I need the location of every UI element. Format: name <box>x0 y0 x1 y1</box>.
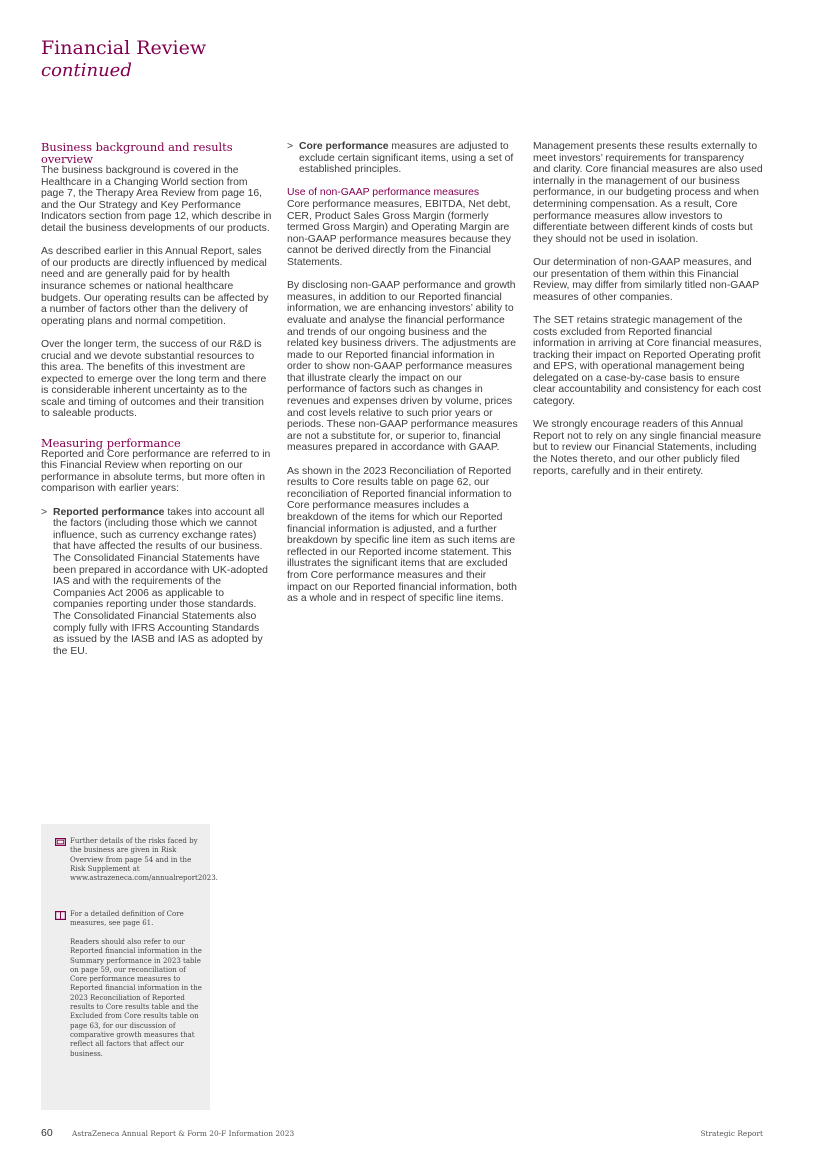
note-readers <box>57 938 203 1059</box>
publication-name: AstraZeneca Annual Report & Form 20-F Information 2023 <box>72 1129 295 1138</box>
bullet-text: takes into account all the factors (including those which we cannot influence, such as currency exchange rates) that have affected the results of our business. The Consolidated Financial Statements have been prepared in accordance with UK-adopted IAS and with the requirements of the Companies Act 2006 as applicable to companies reporting under those standards. The Consolidated Financial Statements also comply fully with IFRS Accounting Standards as issued by the IASB and IAS as adopted by the EU. <box>53 506 268 657</box>
note-core-definition <box>57 910 203 929</box>
paragraph: We strongly encourage readers of this Annual Report not to rely on any single financial measure but to review our Financial Statements, including the Notes thereto, and our other publicly filed reports, carefully and in their entirety. <box>533 419 762 477</box>
note-text: Readers should also refer to our Reported financial information in the Summary performance in 2023 table on page 59, our reconciliation of Core performance measures to Reported financial information in the 2023 Reconciliation of Reported results to Core results table and the Excluded from Core results table on page 63, for our discussion of comparative growth measures that reflect all factors that affect our business. <box>70 938 202 1058</box>
paragraph: As described earlier in this Annual Report, sales of our products are directly influenced by medical need and are generally paid for by health insurance schemes or national healthcare budgets. Our operating results can be affected by a number of factors other than the delivery of operating plans and normal competition. <box>41 246 269 327</box>
paragraph: By disclosing non-GAAP performance and growth measures, in addition to our Reported financial information, we are enhancing investors’ ability to evaluate and analyse the financial performance and trends of our ongoing business and the related key business drivers. The adjustments are made to our Reported financial information in order to show non-GAAP performance measures that illustrate clearly the impact on our performance of factors such as changes in revenues and expenses driven by volume, prices and cost levels relative to such prior years or periods. These non-GAAP performance measures are not a substitute for, or superior to, financial measures prepared in accordance with GAAP. <box>287 280 518 454</box>
bullet-bold-term: Reported performance <box>53 506 165 518</box>
page-header <box>41 37 206 82</box>
paragraph: The business background is covered in the Healthcare in a Changing World section from page 7, the Therapy Area Review from page 16, and the Our Strategy and Key Performance Indicators section from page 12, which describe in detail the business developments of our products. <box>41 165 272 234</box>
page-title: Financial Review <box>41 37 207 59</box>
page-subtitle: continued <box>41 60 132 81</box>
page-number: 60 <box>41 1127 53 1139</box>
heading-business-background: Business background and results overview <box>41 140 233 166</box>
bullet-core-performance <box>287 141 518 176</box>
paragraph: Core performance measures, EBITDA, Net debt, CER, Product Sales Gross Margin (formerly termed Gross Margin) and Operating Margin are non-GAAP performance measures because they cannot be derived directly from the Financial Statements. <box>287 198 511 268</box>
monitor-icon <box>55 838 66 850</box>
note-text: For a detailed definition of Core measures, see page 61. <box>70 910 184 928</box>
section-name: Strategic Report <box>700 1129 763 1138</box>
paragraph: Reported and Core performance are referred to in this Financial Review when reporting on our performance in absolute terms, but more often in comparison with earlier years: <box>41 448 271 495</box>
bullet-text: measures are adjusted to exclude certain significant items, using a set of established principles. <box>299 141 514 176</box>
heading-non-gaap: Use of non-GAAP performance measures <box>287 187 480 199</box>
note-text: Further details of the risks faced by the business are given in Risk Overview from page 54 and in the Risk Supplement at www.astrazeneca.com/annualreport2023. <box>70 837 218 883</box>
sidenote-box <box>41 824 218 1110</box>
paragraph: The SET retains strategic management of the costs excluded from Reported financial information in arriving at Core financial measures, tracking their impact on Reported Operating profit and EPS, with operational management being delegated on a case-by-case basis to ensure clear accountability and consistency for each cost category. <box>533 314 762 408</box>
bullet-chevron-icon: > <box>287 141 294 152</box>
paragraph: As shown in the 2023 Reconciliation of Reported results to Core results table on page 62, our reconciliation of Reported financial information to Core performance measures includes a breakdown of the items for which our Reported financial information is adjusted, and a further breakdown by specific line item as such items are reflected in our Reported income statement. This illustrates the significant items that are excluded from Core performance measures and their impact on our Reported financial information, both as a whole and in respect of specific line items. <box>287 465 517 605</box>
bullet-chevron-icon: > <box>41 506 48 518</box>
note-risks <box>57 837 218 883</box>
paragraph: Over the longer term, the success of our R&D is crucial and we devote substantial resources to this area. The benefits of this investment are expected to emerge over the long term and there is considerable inherent uncertainty as to the scale and timing of outcomes and their transition to saleable products. <box>41 338 267 420</box>
column-2 <box>287 141 518 616</box>
bullet-reported-performance <box>41 507 272 658</box>
book-icon <box>55 911 66 923</box>
column-3 <box>533 141 764 489</box>
column-1 <box>41 141 272 669</box>
paragraph: Our determination of non-GAAP measures, and our presentation of them within this Financial Review, may differ from similarly titled non-GAAP measures of other companies. <box>533 256 759 303</box>
heading-measuring-performance: Measuring performance <box>41 435 181 450</box>
paragraph: Management presents these results externally to meet investors’ requirements for transparency and clarity. Core financial measures are also used internally in the management of our business performance, in our budgeting process and when determining compensation. As a result, Core performance measures allow investors to differentiate between different kinds of costs but they should not be used in isolation. <box>533 141 763 245</box>
bullet-bold-term: Core performance <box>299 141 389 152</box>
